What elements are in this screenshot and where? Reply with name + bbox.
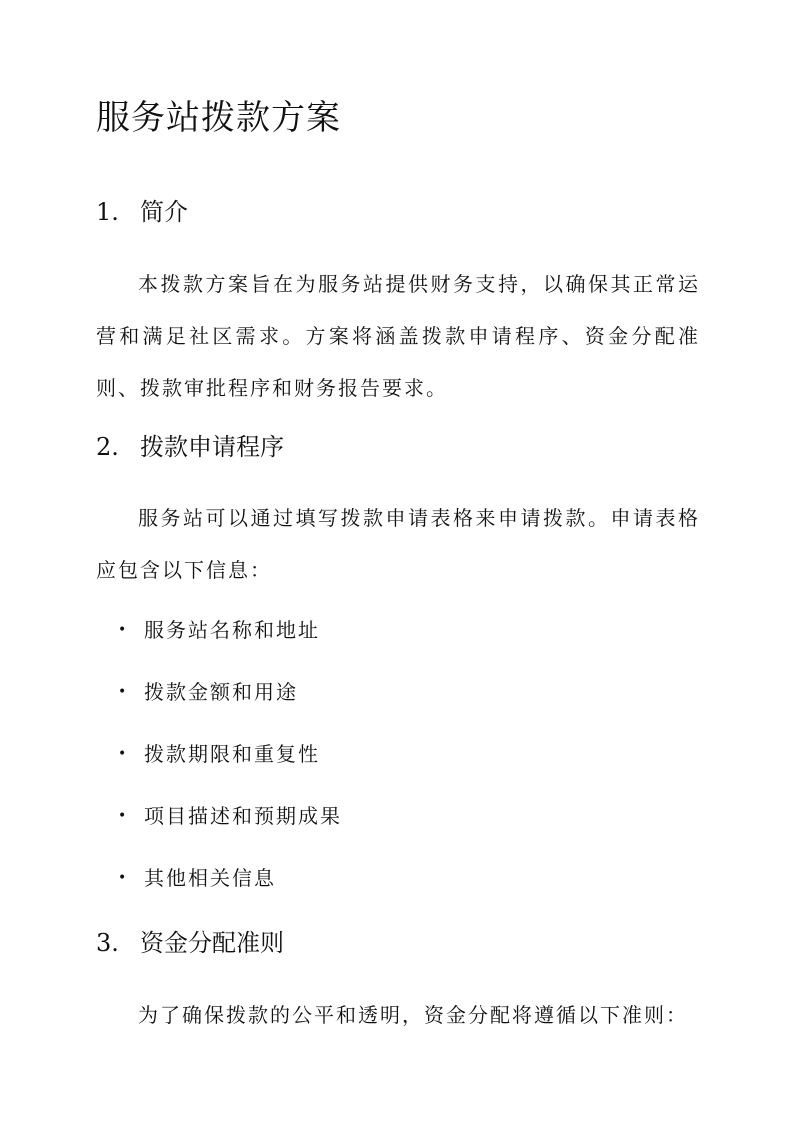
list-item-text: 其他相关信息 — [144, 866, 276, 890]
section-2-title: 拨款申请程序 — [140, 433, 284, 461]
list-item — [118, 733, 342, 795]
document-title: 服务站拨款方案 — [96, 98, 341, 138]
section-1-title: 简介 — [140, 198, 188, 226]
list-item — [118, 671, 342, 733]
bullet-icon: • — [118, 684, 129, 700]
section-1-number: 1. — [96, 198, 119, 226]
list-item-text: 拨款金额和用途 — [144, 680, 298, 704]
section-1-paragraph: 本拨款方案旨在为服务站提供财务支持，以确保其正常运营和满足社区需求。方案将涵盖拨款申请程序、资金分配准则、拨款审批程序和财务报告要求。 — [96, 272, 700, 400]
section-3-heading — [96, 926, 284, 960]
list-item — [118, 857, 342, 919]
section-2-heading — [96, 430, 284, 464]
list-item-text: 服务站名称和地址 — [144, 618, 320, 642]
section-1-heading — [96, 195, 188, 229]
section-3-number: 3. — [96, 929, 119, 957]
bullet-list — [118, 609, 342, 919]
list-item-text: 拨款期限和重复性 — [144, 742, 320, 766]
list-item — [118, 795, 342, 857]
list-item-text: 项目描述和预期成果 — [144, 804, 342, 828]
section-2-number: 2. — [96, 433, 119, 461]
section-3-paragraph: 为了确保拨款的公平和透明，资金分配将遵循以下准则： — [138, 1003, 688, 1027]
bullet-icon: • — [118, 808, 129, 824]
bullet-icon: • — [118, 870, 129, 886]
section-2-paragraph: 服务站可以通过填写拨款申请表格来申请拨款。申请表格应包含以下信息： — [96, 506, 700, 582]
section-3-title: 资金分配准则 — [140, 929, 284, 957]
bullet-icon: • — [118, 746, 129, 762]
bullet-icon: • — [118, 622, 129, 638]
list-item — [118, 609, 342, 671]
